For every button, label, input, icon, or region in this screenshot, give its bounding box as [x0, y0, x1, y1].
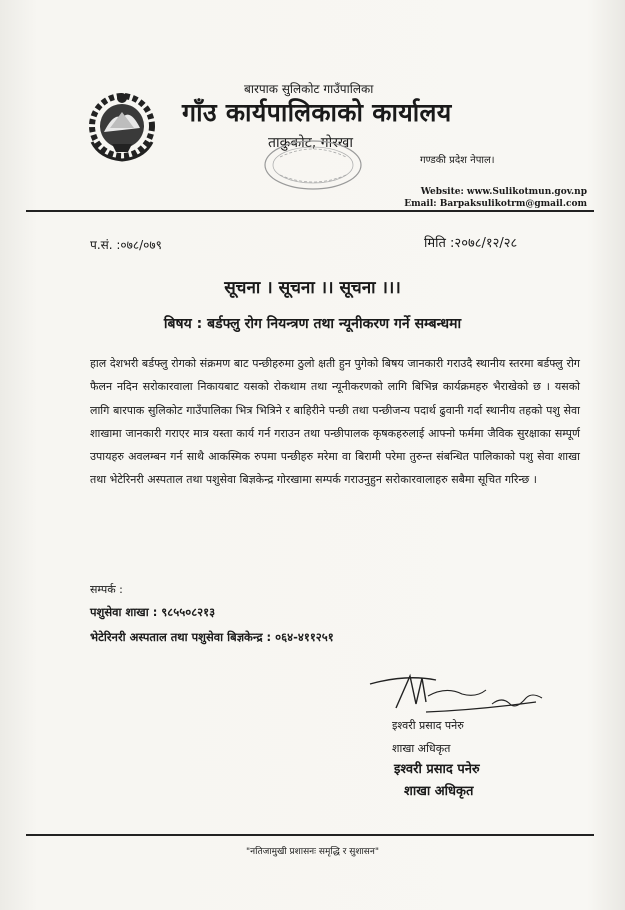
notice-body: हाल देशभरी बर्डफ्लु रोगको संक्रमण बाट पन्छीहरुमा ठुलो क्षती हुन पुगेको बिषय जानकारी गराउदै स्थानीय स्तरमा बर्डफ्लु रोग फैलन नदिन सरोकारवाला निकायबाट यसको रोकथाम तथा न्यूनीकरणको लागि बिभिन्न कार्यक्रमहरु भैराखेको छ । यसको लागि बारपाक सुलिकोट गाउँपालिका भित्र भित्रिने र बाहिरीने पन्छी तथा पन्छीजन्य पदार्थ ढुवानी गर्दा स्थानीय तहको पशु सेवा शाखामा जानकारी गराएर मात्र यस्ता कार्य गर्न गराउन तथा पन्छीपालक कृषकहरुलाई आफ्नो फर्ममा जैविक सुरक्षाका सम्पूर्ण उपायहरु अवलम्बन गर्न साथै आकस्मिक रुपमा पन्छीहरु मरेमा वा बिरामी परेमा तुरुन्त संबन्धित पालिकाको पशु सेवा शाखा तथा भेटेरिनरी अस्पताल तथा पशुसेवा बिज्ञकेन्द्र गोरखामा सम्पर्क गराउनुहुन सरोकारवालाहरु सबैमा सूचित गरिन्छ । — [90, 357, 580, 487]
letter-date: मिति :२०७८/१२/२८ — [424, 236, 518, 251]
office-title: गाँउ कार्यपालिकाको कार्यालय — [182, 98, 452, 127]
signature-icon — [366, 668, 556, 723]
footer-divider — [26, 834, 594, 836]
office-location: ताकुकोट, गोरखा — [268, 135, 354, 151]
notice-heading: सूचना । सूचना ।। सूचना ।।। — [224, 278, 401, 298]
contact-web-block — [404, 186, 587, 210]
reference-number: प.सं. :०७८/०७९ — [90, 238, 162, 252]
signatory-name: इश्वरी प्रसाद पनेरु — [392, 719, 464, 732]
contact-line-veterinary: भेटेरिनरी अस्पताल तथा पशुसेवा बिज्ञकेन्द्र : ०६४-४११२५१ — [90, 630, 334, 644]
website-text: Website: www.Sulikotmun.gov.np — [420, 187, 587, 197]
email-text: Email: Barpaksulikotrm@gmail.com — [404, 199, 587, 209]
header-divider — [26, 210, 594, 212]
nepal-emblem-icon — [80, 82, 164, 166]
contact-heading: सम्पर्क : — [90, 583, 123, 596]
office-stamp-icon — [258, 135, 368, 195]
subject-line: बिषय : बर्डफ्लु रोग नियन्त्रण तथा न्यूनीकरण गर्ने सम्बन्धमा — [163, 316, 462, 332]
municipality-name: बारपाक सुलिकोट गाउँपालिका — [244, 82, 374, 96]
signatory-stamp-title: शाखा अधिकृत — [404, 784, 474, 799]
footer-motto: "नतिजामुखी प्रशासनः समृद्धि र सुशासन" — [245, 847, 379, 857]
signatory-title: शाखा अधिकृत — [392, 742, 451, 755]
signatory-stamp-name: इश्वरी प्रसाद पनेरु — [394, 762, 480, 777]
contact-line-livestock: पशुसेवा शाखा : ९८५५०८२१३ — [90, 605, 216, 619]
province-label: गण्डकी प्रदेश नेपाल। — [420, 155, 495, 166]
